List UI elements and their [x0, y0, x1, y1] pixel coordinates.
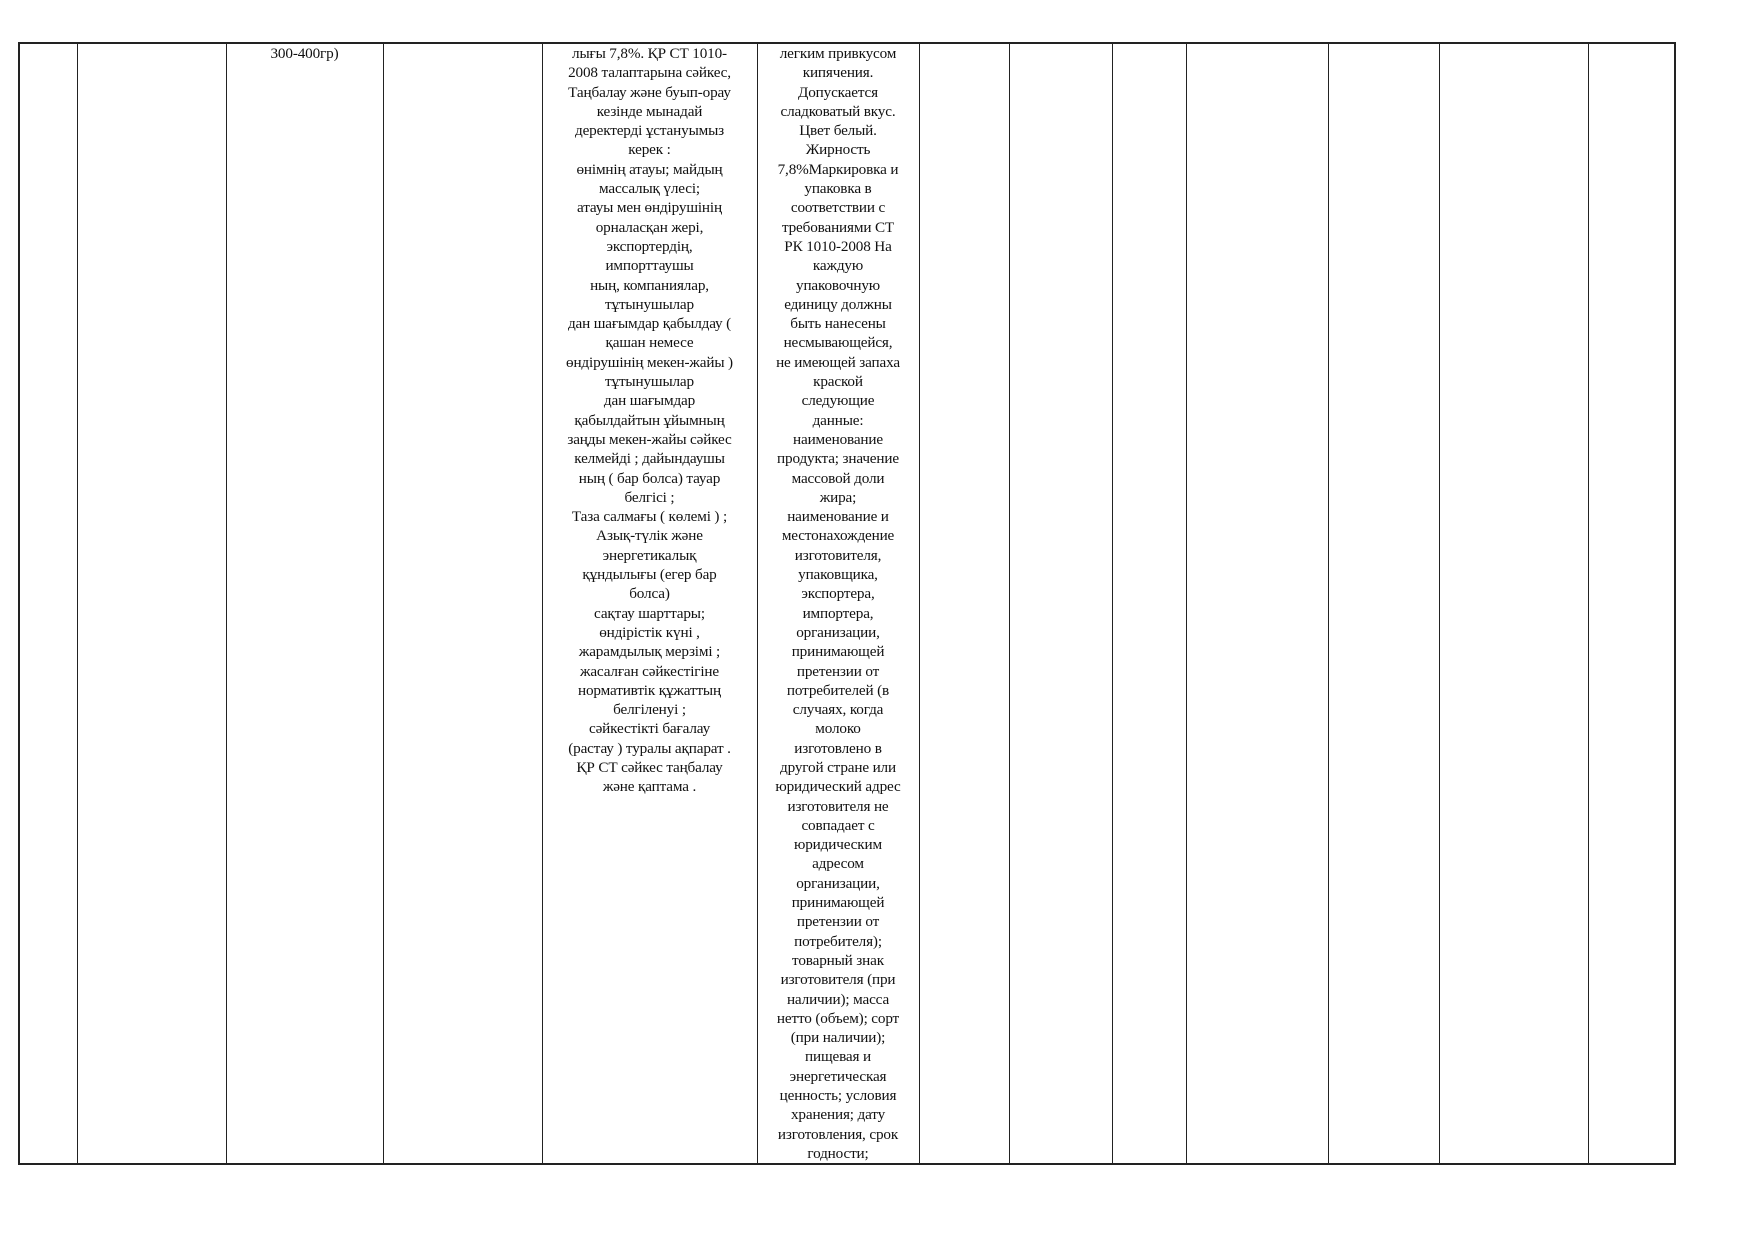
requirements-kazakh-text: лығы 7,8%. ҚР СТ 1010- 2008 талаптарына сәйкес, Таңбалау және буып-орау кезінде мынадай деректерді ұстануымыз керек : өнімнің атауы; майдың массалық үлесі; атауы мен өндірушінің орналасқан жері, экспортердің, импорттаушы ның, компаниялар, тұтынушылар дан шағымдар қабылдау ( қашан немесе өндірушінің мекен-жайы ) тұтынушылар дан шағымдар қабылдайтын ұйымның заңды мекен-жайы сәйкес келмейді ; дайындаушы ның ( бар болса) тауар белгісі ; Таза салмағы ( көлемі ) ; Азық-түлік және энергетикалық құндылығы (егер бар болса) сақтау шарттары; өндірістік күні , жарамдылық мерзімі ; жасалған сәйкестігіне нормативтік құжаттың белгіленуі ; сәйкестікті бағалау (растау ) туралы ақпарат . ҚР СТ сәйкес таңбалау және қаптама .	[566, 45, 733, 796]
specification-table	[18, 42, 1676, 1165]
table-cell-13	[1588, 43, 1675, 1164]
table-cell-requirements-kazakh	[542, 43, 757, 1164]
table-cell-8	[1009, 43, 1112, 1164]
table-cell-9	[1112, 43, 1186, 1164]
package-weight-text: 300-400гр)	[270, 45, 339, 62]
table-cell-1	[19, 43, 77, 1164]
table-cell-package-weight	[226, 43, 383, 1164]
table-cell-12	[1439, 43, 1588, 1164]
table-cell-2	[77, 43, 226, 1164]
table-cell-4	[383, 43, 542, 1164]
table-cell-requirements-russian	[757, 43, 919, 1164]
table-cell-7	[919, 43, 1009, 1164]
requirements-russian-text: легким привкусом кипячения. Допускается сладковатый вкус. Цвет белый. Жирность 7,8%Маркировка и упаковка в соответствии с требованиями СТ РК 1010-2008 На каждую упаковочную единицу должны быть нанесены несмывающейся, не имеющей запаха краской следующие данные: наименование продукта; значение массовой доли жира; наименование и местонахождение изготовителя, упаковщика, экспортера, импортера, организации, принимающей претензии от потребителей (в случаях, когда молоко изготовлено в другой стране или юридический адрес изготовителя не совпадает с юридическим адресом организации, принимающей претензии от потребителя); товарный знак изготовителя (при наличии); масса нетто (объем); сорт (при наличии); пищевая и энергетическая ценность; условия хранения; дату изготовления, срок годности;	[775, 45, 901, 1162]
table-cell-10	[1186, 43, 1328, 1164]
table-row	[19, 43, 1675, 1164]
table-cell-11	[1328, 43, 1439, 1164]
